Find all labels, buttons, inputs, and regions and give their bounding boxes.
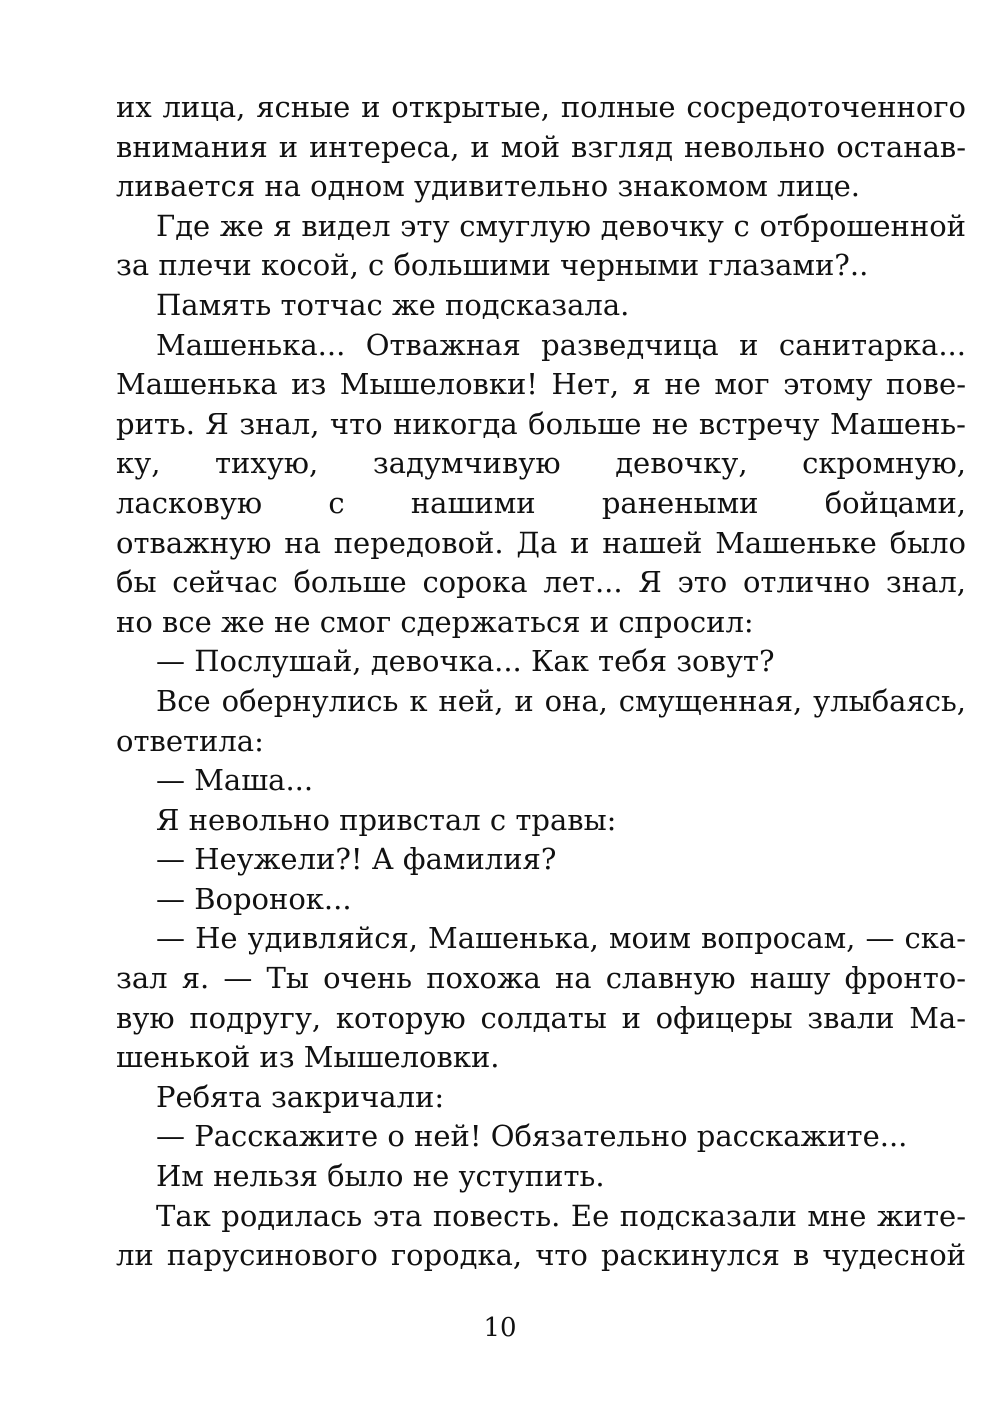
text-line: их лица, ясные и открытые, полные сосредоточенного bbox=[116, 90, 966, 124]
body-text bbox=[116, 88, 966, 1276]
text-line: но все же не смог сдержаться и спросил: bbox=[116, 604, 754, 639]
text-line: — Воронок... bbox=[156, 881, 352, 916]
text-line: зал я. — Ты очень похожа на славную нашу фронто- bbox=[116, 961, 966, 996]
text-line: — Послушай, девочка... Как тебя зовут? bbox=[156, 644, 775, 679]
text-line: ответила: bbox=[116, 723, 264, 758]
text-line: Где же я видел эту смуглую девочку с отброшенной bbox=[156, 208, 966, 243]
text-line: вую подругу, которую солдаты и офицеры звали Ма- bbox=[116, 1000, 966, 1035]
text-line: рить. Я знал, что никогда больше не встречу Машень- bbox=[116, 406, 966, 441]
text-line: Все обернулись к ней, и она, смущенная, улыбаясь, bbox=[156, 683, 966, 718]
text-line: — Маша... bbox=[156, 763, 314, 798]
text-line: Память тотчас же подсказала. bbox=[156, 287, 630, 322]
text-line: ливается на одном удивительно знакомом лице. bbox=[116, 169, 860, 204]
text-line: ку, тихую, задумчивую девочку, скромную, bbox=[116, 446, 966, 481]
text-line: — Неужели?! А фамилия? bbox=[156, 842, 557, 877]
text-line: шенькой из Мышеловки. bbox=[116, 1040, 500, 1075]
text-line: внимания и интереса, и мой взгляд невольно останав- bbox=[116, 129, 966, 164]
text-line: — Расскажите о ней! Обязательно расскажите... bbox=[156, 1119, 908, 1154]
text-line: Машенька... Отважная разведчица и санитарка... bbox=[156, 327, 966, 362]
text-line: за плечи косой, с большими черными глазами?.. bbox=[116, 248, 869, 283]
text-line: Им нельзя было не уступить. bbox=[156, 1159, 605, 1194]
page-number: 10 bbox=[483, 1313, 517, 1343]
text-line: Ребята закричали: bbox=[156, 1079, 445, 1114]
text-line: Так родилась эта повесть. Ее подсказали мне жите- bbox=[156, 1198, 966, 1233]
text-line: бы сейчас больше сорока лет... Я это отлично знал, bbox=[116, 565, 966, 600]
text-line: отважную на передовой. Да и нашей Машеньке было bbox=[116, 525, 966, 560]
text-line: ли парусинового городка, что раскинулся в чудесной bbox=[116, 1238, 966, 1273]
text-line: ласковую с нашими ранеными бойцами, bbox=[116, 485, 966, 520]
text-line: Машенька из Мышеловки! Нет, я не мог этому пове- bbox=[116, 367, 966, 402]
text-line: Я невольно привстал с травы: bbox=[156, 802, 617, 837]
text-line: — Не удивляйся, Машенька, моим вопросам, — ска- bbox=[156, 921, 966, 956]
